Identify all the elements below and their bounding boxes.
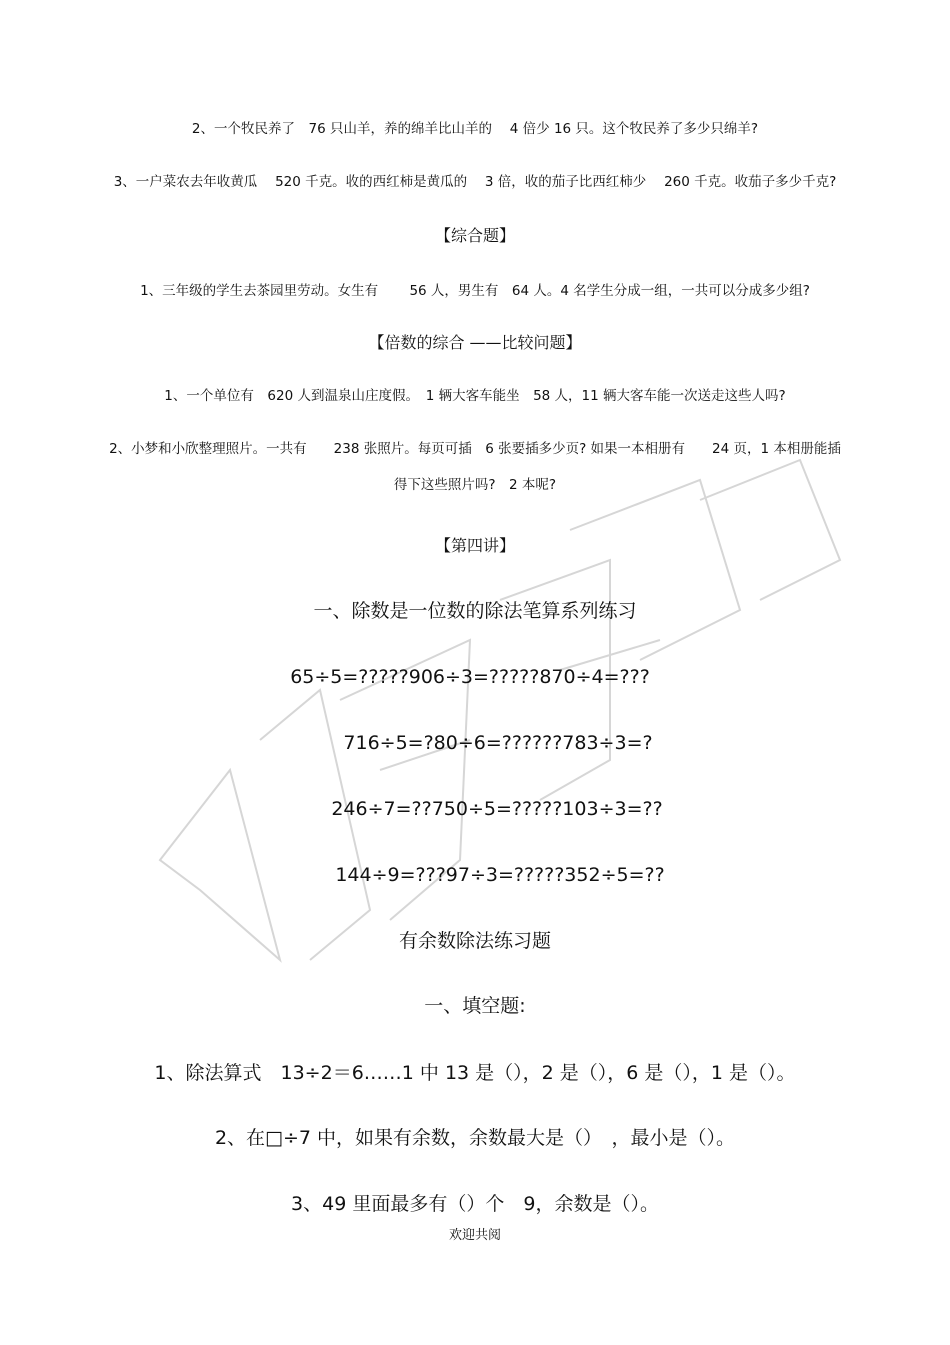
problem-vegetables: 3、一户菜农去年收黄瓜 520 千克。收的西红柿是黄瓜的 3 倍，收的茄子比西红柿少 260 千克。收茄子多少千克? — [113, 174, 837, 190]
problem-photos-line1: 2、小梦和小欣整理照片。一共有 238 张照片。每页可插 6 张要插多少页? 如果一本相册有 24 页，1 本相册能插 — [109, 441, 841, 457]
problem-bus-trip: 1、一个单位有 620 人到温泉山庄度假。 1 辆大客车能坐 58 人，11 辆大客车能一次送走这些人吗? — [164, 388, 786, 404]
equation-row-2: 716÷5=?80÷6=??????783÷3=? — [343, 732, 653, 754]
problem-photos-line2: 得下这些照片吗? 2 本呢? — [393, 477, 557, 493]
section-title-division: 一、除数是一位数的除法笔算系列练习 — [313, 600, 637, 622]
fill-blank-question-1: 1、除法算式 13÷2＝6……1 中 13 是（），2 是（），6 是（），1 是（）。 — [154, 1062, 796, 1084]
lecture-heading: 【第四讲】 — [434, 536, 515, 555]
section-heading-comparison: 【倍数的综合 ——比较问题】 — [368, 333, 582, 352]
fill-blank-heading: 一、填空题: — [424, 995, 526, 1017]
watermark-graphic — [140, 440, 860, 1000]
page-footer: 欢迎共阅 — [448, 1228, 501, 1243]
equation-row-4: 144÷9=???97÷3=?????352÷5=?? — [335, 864, 665, 886]
problem-tea-garden: 1、三年级的学生去茶园里劳动。女生有 56 人，男生有 64 人。4 名学生分成一组，一共可以分成多少组? — [140, 283, 810, 299]
problem-sheep: 2、一个牧民养了 76 只山羊，养的绵羊比山羊的 4 倍少 16 只。这个牧民养了多少只绵羊? — [191, 121, 759, 137]
fill-blank-question-3: 3、49 里面最多有（）个 9，余数是（）。 — [291, 1193, 659, 1215]
equation-row-3: 246÷7=??750÷5=?????103÷3=?? — [331, 798, 663, 820]
remainder-practice-title: 有余数除法练习题 — [398, 930, 551, 952]
section-heading-comprehensive: 【综合题】 — [434, 226, 515, 245]
fill-blank-question-2: 2、在□÷7 中，如果有余数，余数最大是（） ，最小是（）。 — [214, 1127, 736, 1149]
equation-row-1: 65÷5=?????906÷3=?????870÷4=??? — [290, 666, 650, 688]
